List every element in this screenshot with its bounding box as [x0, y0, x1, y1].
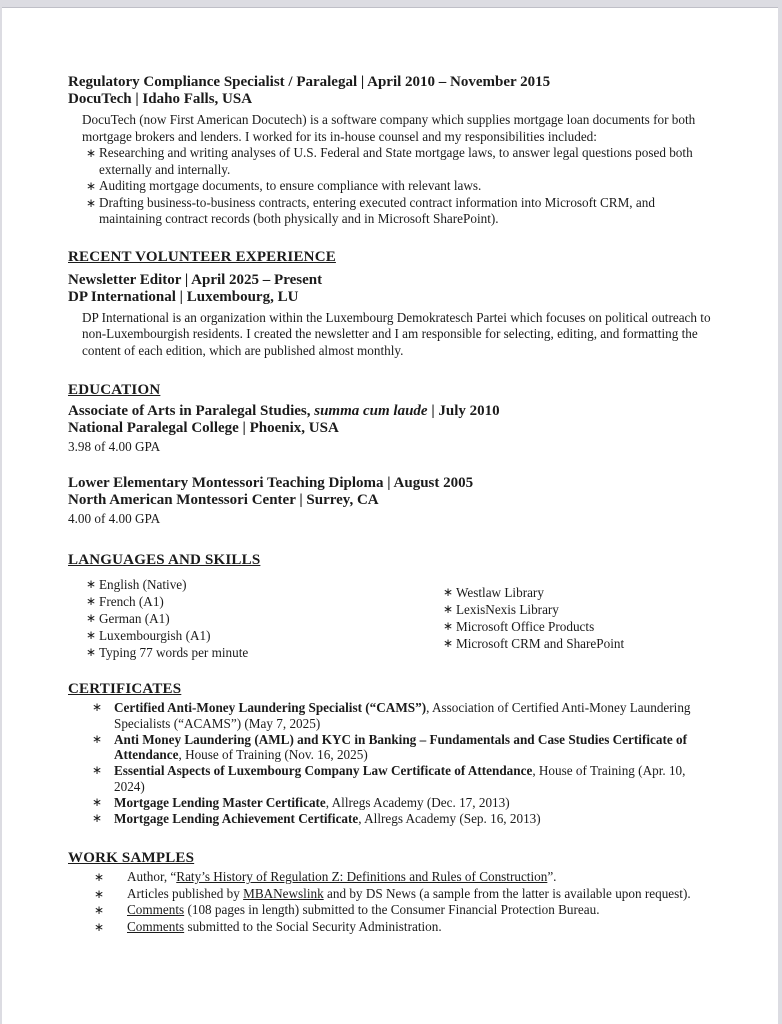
bullet-item	[86, 610, 425, 627]
asterisk-bullet-icon: ∗	[86, 594, 97, 608]
asterisk-bullet-icon: ∗	[94, 919, 105, 934]
education-degree: Associate of Arts in Paralegal Studies, summa cum laude | July 2010	[68, 403, 500, 419]
asterisk-bullet-icon: ∗	[86, 611, 97, 625]
volunteer-title-block	[68, 272, 718, 306]
work-sample-text: Comments submitted to the Social Security Administration.	[127, 918, 442, 934]
work-sample-text: Articles published by MBANewslink and by DS News (a sample from the latter is available upon request).	[127, 885, 691, 901]
asterisk-bullet-icon: ∗	[94, 903, 105, 918]
volunteer-org: DP International | Luxembourg, LU	[68, 288, 299, 305]
certificate-text: Essential Aspects of Luxembourg Company Law Certificate of Attendance, House of Training (Apr. 10, 2024)	[114, 763, 686, 794]
bullet-text: Microsoft CRM and SharePoint	[456, 636, 625, 651]
work-samples-heading: WORK SAMPLES	[68, 850, 195, 867]
bullet-item	[86, 145, 718, 178]
bullet-item	[443, 601, 718, 618]
bullet-item	[86, 576, 425, 593]
bullet-text: English (Native)	[99, 577, 187, 592]
work-samples-list	[68, 869, 718, 935]
asterisk-bullet-icon: ∗	[86, 195, 97, 210]
job-description: DocuTech (now First American Docutech) is a software company which supplies mortgage loan documents for both mortgage brokers and lenders. I worked for its in-house counsel and my responsibilities included:	[82, 112, 696, 144]
asterisk-bullet-icon: ∗	[92, 700, 103, 714]
skills-list	[425, 576, 718, 661]
bullet-item	[86, 644, 425, 661]
work-sample-link[interactable]: Comments	[127, 902, 185, 918]
languages-list	[68, 576, 425, 661]
bullet-item	[443, 635, 718, 652]
asterisk-bullet-icon: ∗	[92, 810, 103, 825]
bullet-item	[92, 700, 718, 732]
bullet-item	[94, 869, 718, 886]
asterisk-bullet-icon: ∗	[92, 794, 103, 809]
bullet-text: Typing 77 words per minute	[99, 645, 249, 660]
asterisk-bullet-icon: ∗	[94, 870, 105, 885]
volunteer-section	[68, 249, 718, 360]
bullet-item	[92, 732, 718, 764]
bullet-text: Luxembourgish (A1)	[99, 628, 211, 643]
degree-honors: summa cum laude	[314, 403, 428, 419]
bullet-text: LexisNexis Library	[456, 602, 559, 617]
asterisk-bullet-icon: ∗	[86, 179, 97, 193]
asterisk-bullet-icon: ∗	[92, 731, 103, 746]
job-section	[68, 74, 718, 228]
work-sample-text: Comments (108 pages in length) submitted to the Consumer Financial Protection Bureau.	[127, 902, 600, 918]
asterisk-bullet-icon: ∗	[94, 886, 105, 901]
bullet-item	[94, 919, 718, 936]
bullet-item	[443, 584, 718, 601]
certificate-text: Mortgage Lending Master Certificate, Allregs Academy (Dec. 17, 2013)	[114, 794, 510, 810]
education-school: National Paralegal College | Phoenix, USA	[68, 420, 339, 436]
skills-columns	[68, 576, 718, 661]
bullet-text: Westlaw Library	[456, 585, 544, 600]
languages-skills-heading: LANGUAGES AND SKILLS	[68, 552, 261, 568]
certificates-section	[68, 681, 718, 826]
asterisk-bullet-icon: ∗	[443, 636, 454, 650]
work-sample-text: Author, “Raty’s History of Regulation Z: Definitions and Rules of Construction”.	[127, 869, 557, 885]
work-sample-link[interactable]: MBANewslink	[243, 885, 324, 901]
bullet-item	[92, 811, 718, 827]
education-school: North American Montessori Center | Surrey, CA	[68, 491, 379, 508]
work-sample-link[interactable]: Comments	[127, 918, 185, 934]
certificate-name: Anti Money Laundering (AML) and KYC in Banking – Fundamentals and Case Studies Certificate of Attendance	[114, 731, 687, 763]
volunteer-description: DP International is an organization within the Luxembourg Demokratesch Partei which focuses on political outreach to non-Luxembourgish residents. I created the newsletter and I am responsible for selecting, editing, and formatting the content of each edition, which are published almost monthly.	[82, 309, 711, 358]
asterisk-bullet-icon: ∗	[86, 645, 97, 659]
certificate-text: Certified Anti-Money Laundering Specialist (“CAMS”), Association of Certified Anti-Money Laundering Specialists (“ACAMS”) (May 7, 2025)	[114, 700, 691, 731]
bullet-item	[86, 178, 718, 195]
asterisk-bullet-icon: ∗	[443, 602, 454, 616]
asterisk-bullet-icon: ∗	[443, 619, 454, 633]
resume-content	[2, 8, 778, 935]
work-sample-link[interactable]: Raty’s History of Regulation Z: Definitions and Rules of Construction	[176, 869, 548, 885]
certificate-name: Essential Aspects of Luxembourg Company Law Certificate of Attendance	[114, 763, 533, 779]
bullet-item	[94, 886, 718, 903]
bullet-item	[86, 195, 718, 228]
education-degree: Lower Elementary Montessori Teaching Diploma | August 2005	[68, 474, 474, 491]
education-gpa: 3.98 of 4.00 GPA	[68, 439, 161, 454]
work-samples-section	[68, 850, 718, 935]
education-gpa: 4.00 of 4.00 GPA	[68, 510, 161, 526]
job-bullet-list	[68, 145, 718, 228]
certificate-text: Mortgage Lending Achievement Certificate, Allregs Academy (Sep. 16, 2013)	[114, 810, 541, 826]
asterisk-bullet-icon: ∗	[86, 577, 97, 591]
bullet-item	[92, 763, 718, 795]
bullet-item	[94, 902, 718, 919]
bullet-item	[92, 795, 718, 811]
certificates-list	[68, 700, 718, 826]
bullet-text: Microsoft Office Products	[456, 619, 595, 634]
education-entry	[68, 403, 718, 456]
asterisk-bullet-icon: ∗	[92, 763, 103, 778]
education-entry	[68, 475, 718, 528]
certificate-name: Mortgage Lending Master Certificate	[114, 794, 326, 810]
bullet-text: French (A1)	[99, 594, 164, 609]
bullet-text: Auditing mortgage documents, to ensure compliance with relevant laws.	[99, 178, 482, 193]
asterisk-bullet-icon: ∗	[443, 585, 454, 599]
bullet-item	[443, 618, 718, 635]
bullet-text: Researching and writing analyses of U.S. Federal and State mortgage laws, to answer legal questions posed both externally and internally.	[99, 145, 693, 177]
asterisk-bullet-icon: ∗	[86, 628, 97, 642]
bullet-text: German (A1)	[99, 611, 170, 626]
bullet-item	[86, 593, 425, 610]
languages-skills-section	[68, 552, 718, 661]
certificates-heading: CERTIFICATES	[68, 681, 182, 697]
asterisk-bullet-icon: ∗	[86, 146, 97, 160]
job-company: DocuTech | Idaho Falls, USA	[68, 91, 253, 107]
bullet-item	[86, 627, 425, 644]
education-heading: EDUCATION	[68, 382, 161, 398]
education-section	[68, 382, 718, 527]
document-page	[2, 7, 778, 1024]
certificate-name: Mortgage Lending Achievement Certificate	[114, 810, 359, 826]
volunteer-heading: RECENT VOLUNTEER EXPERIENCE	[68, 248, 336, 265]
certificate-text: Anti Money Laundering (AML) and KYC in Banking – Fundamentals and Case Studies Certificate of Attendance, House of Training (Nov. 16, 2025)	[114, 731, 687, 763]
job-title: Regulatory Compliance Specialist / Paralegal | April 2010 – November 2015	[68, 74, 551, 90]
volunteer-title: Newsletter Editor | April 2025 – Present	[68, 271, 323, 288]
bullet-text: Drafting business-to-business contracts, entering executed contract information into Microsoft CRM, and maintaining contract records (both physically and in Microsoft SharePoint).	[99, 194, 655, 226]
certificate-name: Certified Anti-Money Laundering Specialist (“CAMS”)	[114, 700, 427, 715]
